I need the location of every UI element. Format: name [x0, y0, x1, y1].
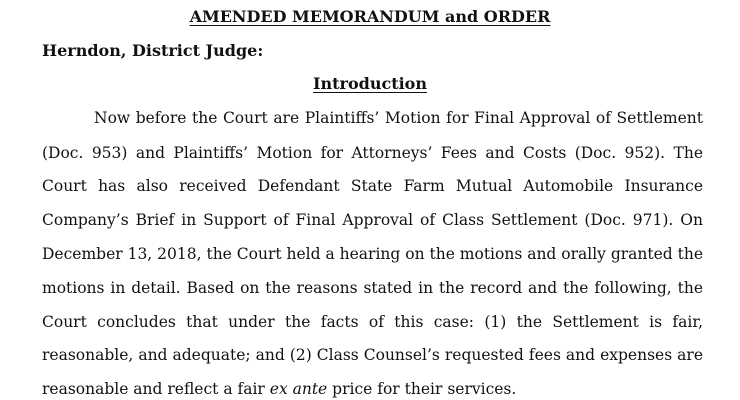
italic-phrase: ex ante — [269, 380, 328, 398]
document-title: AMENDED MEMORANDUM and ORDER — [189, 7, 551, 26]
paragraph-line: Court has also received Defendant State Farm Mutual Automobile Insurance — [42, 177, 703, 195]
paragraph-line: (Doc. 953) and Plaintiffs’ Motion for Attorneys’ Fees and Costs (Doc. 952). The — [42, 144, 703, 162]
paragraph-line: Company’s Brief in Support of Final Approval of Class Settlement (Doc. 971). On — [42, 211, 703, 229]
last-line-text-before: reasonable and reflect a fair — [42, 380, 270, 398]
paragraph-line: Now before the Court are Plaintiffs’ Motion for Final Approval of Settlement — [94, 109, 703, 127]
judge-name: Herndon, District Judge: — [42, 41, 264, 60]
paragraph-last-line — [42, 378, 703, 400]
paragraph-line: Court concludes that under the facts of this case: (1) the Settlement is fair, — [42, 313, 703, 331]
section-heading: Introduction — [313, 74, 427, 93]
paragraph-line: motions in detail. Based on the reasons stated in the record and the following, the — [42, 279, 703, 297]
last-line-text-after: price for their services. — [327, 380, 517, 398]
paragraph-line: reasonable, and adequate; and (2) Class Counsel’s requested fees and expenses are — [42, 346, 703, 364]
paragraph-line: December 13, 2018, the Court held a hearing on the motions and orally granted the — [42, 245, 704, 263]
